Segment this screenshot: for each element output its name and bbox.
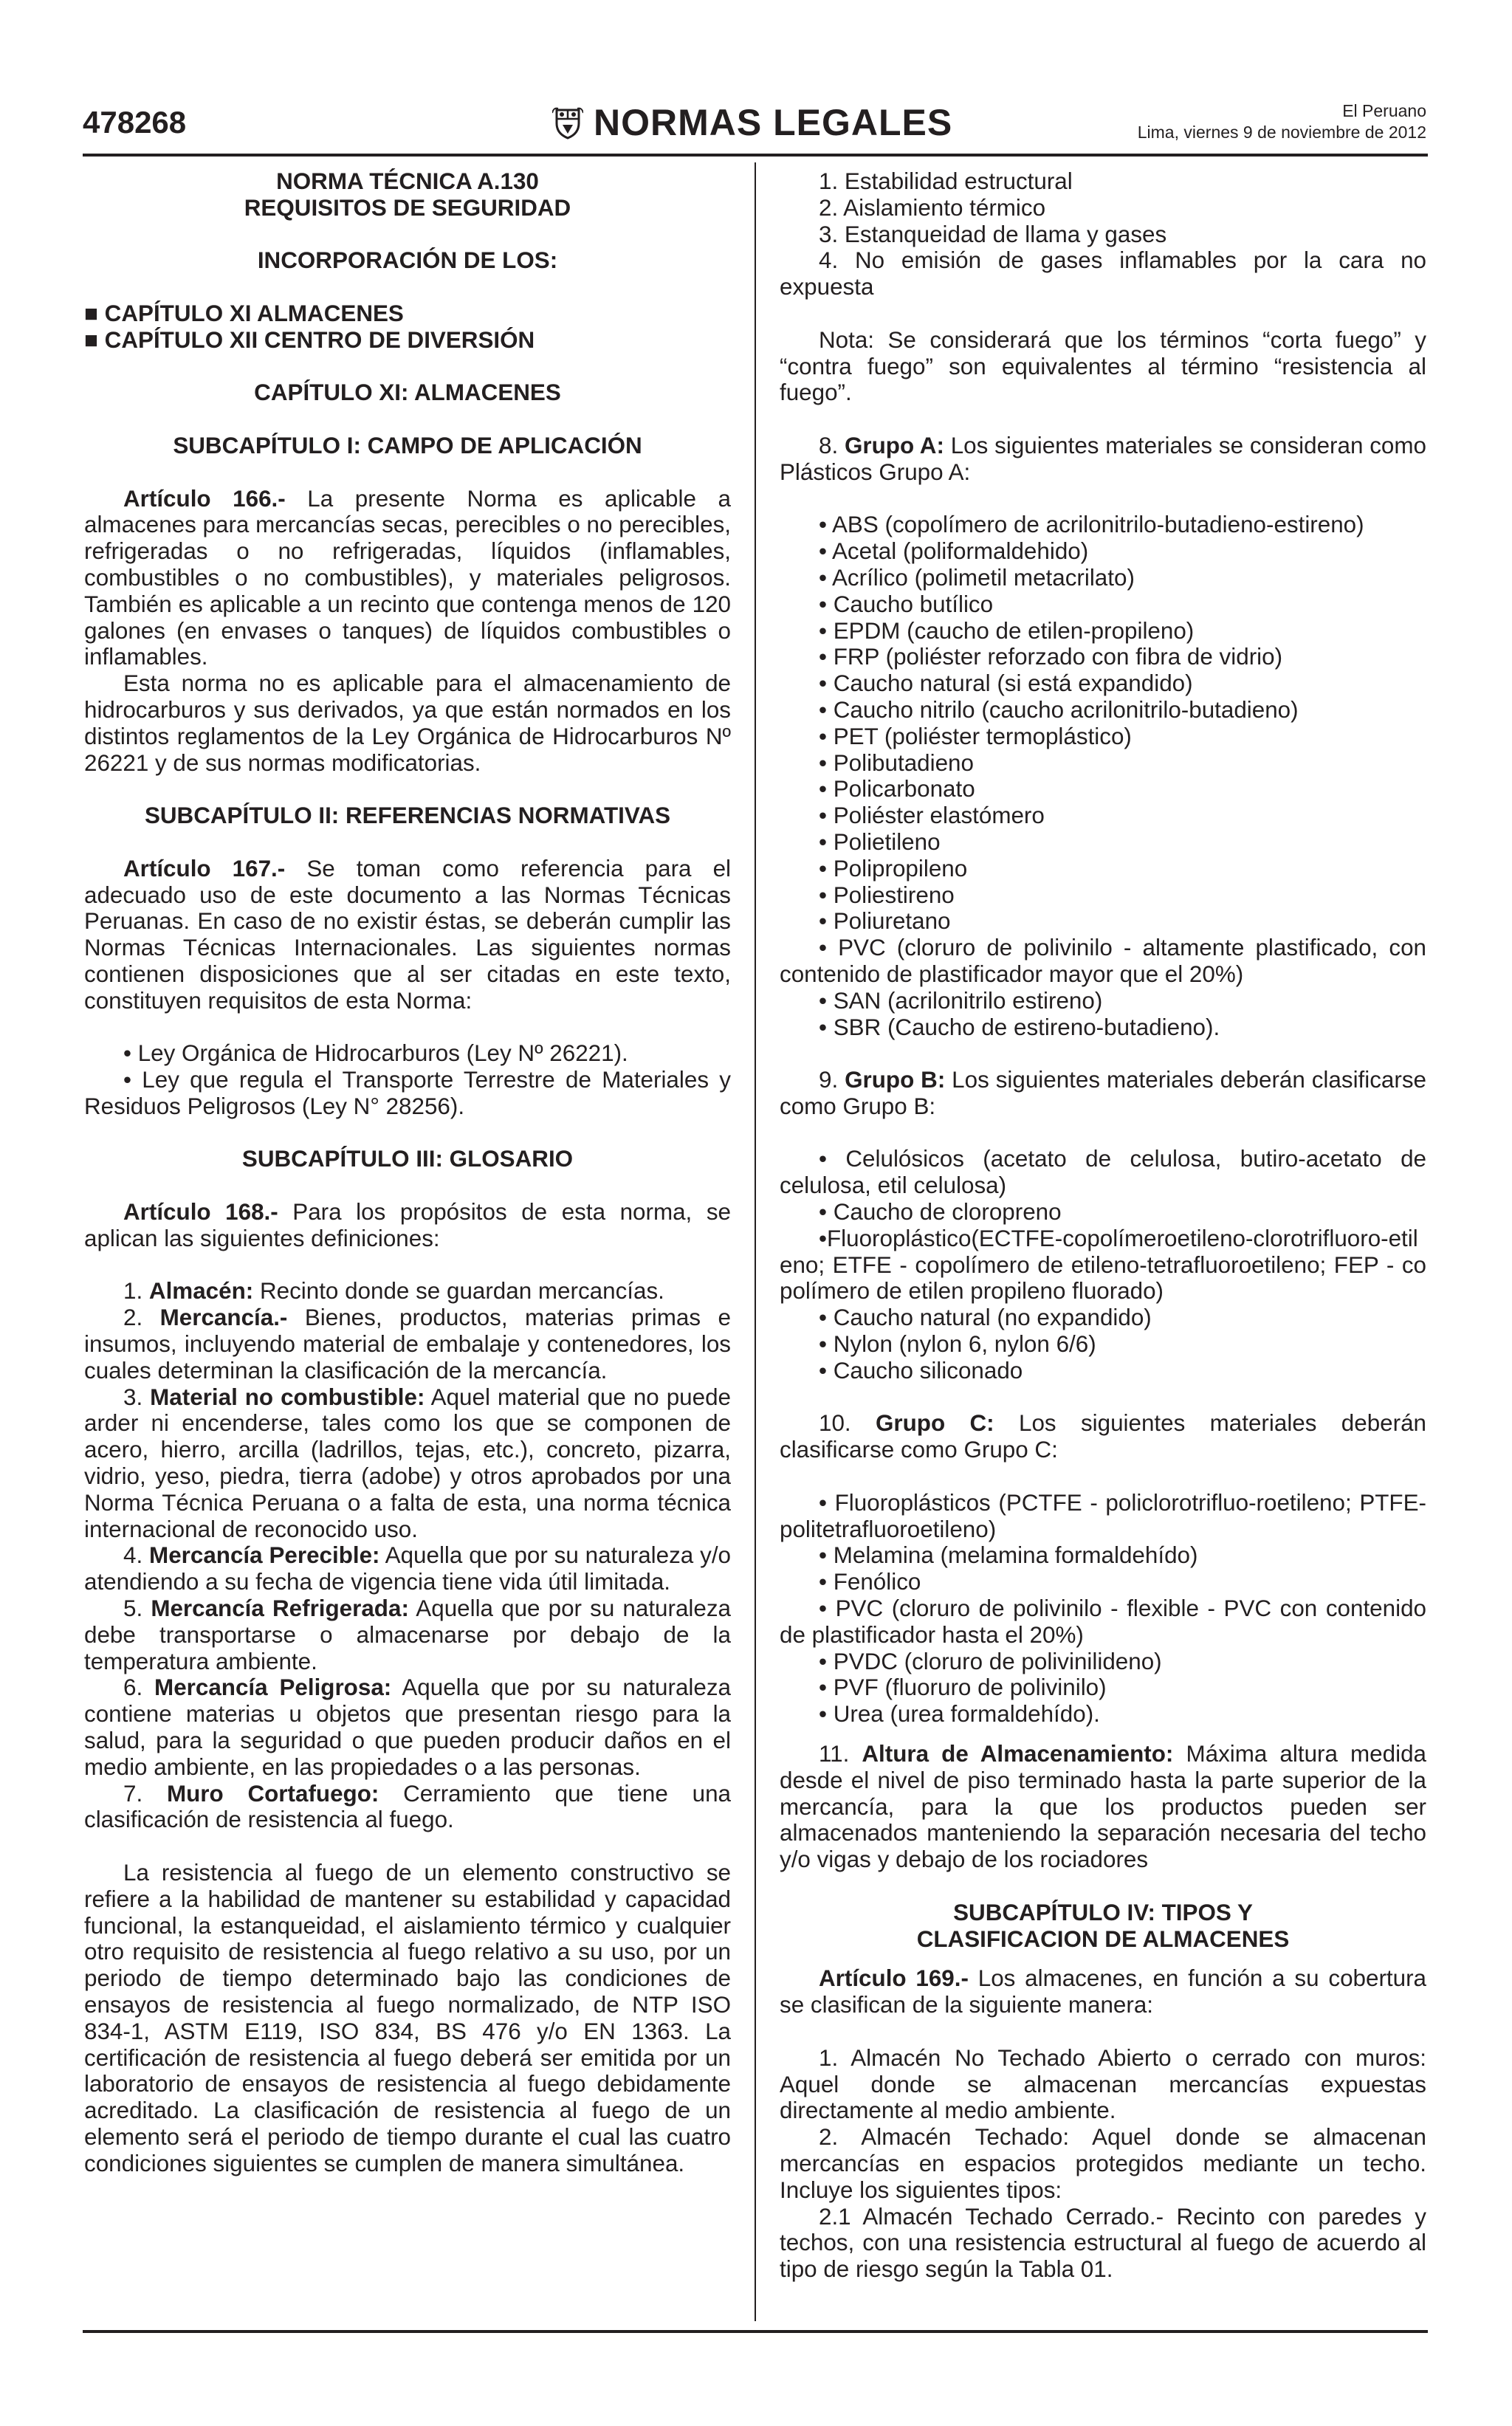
list-item: • FRP (poliéster reforzado con fibra de vidrio)	[819, 644, 1283, 670]
list-item: • SAN (acrilonitrilo estireno)	[819, 987, 1103, 1014]
warehouse-type: 1. Almacén No Techado Abierto o cerrado con muros: Aquel donde se almacenan mercancías expuestas directamente al medio ambiente.	[780, 2044, 1426, 2124]
list-item: • Poliestireno	[819, 882, 955, 908]
chapter-item: ■ CAPÍTULO XII CENTRO DE DIVERSIÓN	[84, 326, 535, 353]
list-item: • Acetal (poliformaldehido)	[819, 538, 1089, 565]
list-item: • Fluoroplásticos (PCTFE - policlorotrifluo-roetileno; PTFE- politetrafluoroetileno)	[780, 1489, 1426, 1542]
footer-rule	[83, 2330, 1428, 2333]
subchapter-heading: SUBCAPÍTULO I: CAMPO DE APLICACIÓN	[173, 432, 642, 458]
list-item: • Melamina (melamina formaldehído)	[819, 1542, 1198, 1569]
definition-item: 3. Material no combustible: Aquel material que no puede arder ni encenderse, tales como los que se componen de acero, hierro, arcilla (ladrillos, tejas, etc.), concreto, pizarra, vidrio, yeso, piedra, tierra (adobe) y otros aprobados por una Norma Técnica Peruana o a falta de esta, una norma técnica internacional de reconocido uso.	[84, 1384, 732, 1542]
fire-resistance-paragraph: La resistencia al fuego de un elemento constructivo se refiere a la habilidad de mantener su estabilidad y capacidad funcional, la estanqueidad, el aislamiento térmico y cualquier otro requisito de resistencia al fuego relativo a su uso, por un periodo de tiempo determinado bajo las condiciones de ensayos de resistencia al fuego normalizado, de NTP ISO 834-1, ASTM E119, ISO 834, BS 476 y/o EN 1363. La certificación de resistencia al fuego deberá ser emitida por un laboratorio de ensayos de resistencia al fuego debidamente acreditado. La clasificación de resistencia al fuego de un elemento será el periodo de tiempo durante el cual las cuatro condiciones siguientes se cumplen de manera simultánea.	[84, 1860, 731, 2176]
right-column	[780, 168, 1426, 2283]
condition-item: 3. Estanqueidad de llama y gases	[819, 221, 1167, 247]
group-a-list	[780, 512, 1426, 1040]
definition-item: 4. Mercancía Perecible: Aquella que por su naturaleza y/o atendiendo a su fecha de vigencia tiene vida útil limitada.	[84, 1542, 731, 1595]
condition-item: 2. Aislamiento térmico	[819, 194, 1046, 221]
subchapter-heading: SUBCAPÍTULO III: GLOSARIO	[241, 1146, 574, 1172]
list-item: • Polibutadieno	[819, 749, 974, 776]
chapter-item: ■ CAPÍTULO XI ALMACENES	[84, 300, 404, 326]
edition-info	[1138, 100, 1426, 143]
left-column	[84, 168, 731, 2177]
list-item: • Caucho de cloropreno	[819, 1199, 1062, 1226]
list-item: • Poliuretano	[819, 908, 951, 935]
list-item: • Caucho natural (no expandido)	[819, 1305, 1152, 1331]
column-divider	[755, 162, 756, 2321]
article-167: Artículo 167.- Se toman como referencia para el adecuado uso de este documento a las Normas Técnicas Peruanas. En caso de no existir éstas, se deberán cumplir las Normas Técnicas Internacionales. Las siguientes normas contienen disposiciones que al ser citadas en este texto, constituyen requisitos de esta Norma:	[84, 855, 732, 1014]
date-line: Lima, viernes 9 de noviembre de 2012	[1137, 123, 1426, 142]
definition-item: 6. Mercancía Peligrosa: Aquella que por su naturaleza contiene materias u objetos que presentan riesgo para la salud, para la seguridad o que pueden producir daños en el medio ambiente, en las propiedades o a las personas.	[84, 1674, 731, 1780]
group-b-definition: 9. Grupo B: Los siguientes materiales deberán clasificarse como Grupo B:	[780, 1067, 1426, 1119]
list-item: • Polietileno	[819, 828, 941, 855]
definition-item: 2. Mercancía.- Bienes, productos, materias primas e insumos, incluyendo material de embalaje y contenedores, los cuales determinan la clasificación de la mercancía.	[84, 1305, 731, 1384]
note-paragraph: Nota: Se considerará que los términos “corta fuego” y “contra fuego” son equivalentes al término “resistencia al fuego”.	[780, 326, 1426, 406]
reference-item: • Ley Orgánica de Hidrocarburos (Ley Nº 26221).	[123, 1040, 628, 1067]
list-item: • Caucho butílico	[819, 591, 994, 617]
newspaper-name: El Peruano	[1342, 101, 1426, 120]
list-item: • Acrílico (polimetil metacrilato)	[819, 564, 1135, 591]
definition-item: 1. Almacén: Recinto donde se guardan mercancías.	[123, 1278, 664, 1305]
condition-item: 4. No emisión de gases inflamables por la cara no expuesta	[780, 247, 1426, 300]
group-c-definition: 10. Grupo C: Los siguientes materiales deberán clasificarse como Grupo C:	[780, 1410, 1426, 1463]
group-a-definition: 8. Grupo A: Los siguientes materiales se consideran como Plásticos Grupo A:	[780, 432, 1426, 485]
list-item: • PET (poliéster termoplástico)	[819, 723, 1132, 749]
reference-item: • Ley que regula el Transporte Terrestre de Materiales y Residuos Peligrosos (Ley N° 28256).	[84, 1067, 731, 1119]
list-item: • Caucho siliconado	[819, 1357, 1023, 1384]
warehouse-type: 2. Almacén Techado: Aquel donde se almacenan mercancías en espacios protegidos mediante un techo. Incluye los siguientes tipos:	[780, 2124, 1426, 2203]
warehouse-subtype: 2.1 Almacén Techado Cerrado.- Recinto con paredes y techos, con una resistencia estructural al fuego de acuerdo al tipo de riesgo según la Tabla 01.	[780, 2203, 1426, 2283]
subchapter-heading: SUBCAPÍTULO II: REFERENCIAS NORMATIVAS	[144, 803, 671, 829]
page-header	[83, 100, 1426, 146]
list-item: • Celulósicos (acetato de celulosa, butiro-acetato de celulosa, etil celulosa)	[780, 1146, 1426, 1199]
norm-title: NORMA TÉCNICA A.130	[276, 168, 539, 194]
definition-item: 5. Mercancía Refrigerada: Aquella que por su naturaleza debe transportarse o almacenarse por debajo de la temperatura ambiente.	[84, 1595, 731, 1674]
definition-item: 7. Muro Cortafuego: Cerramiento que tiene una clasificación de resistencia al fuego.	[84, 1780, 731, 1833]
list-item: • Polipropileno	[819, 855, 968, 882]
list-item: • Urea (urea formaldehído).	[819, 1701, 1100, 1728]
list-item: • Poliéster elastómero	[819, 803, 1045, 829]
article-166: Artículo 166.- La presente Norma es aplicable a almacenes para mercancías secas, perecibles o no perecibles, refrigeradas o no refrigeradas, líquidos (inflamables, combustibles o no combustibles), y materiales peligrosos. También es aplicable a un recinto que contenga menos de 120 galones (en envases o tanques) de líquidos combustibles o inflamables.	[84, 485, 731, 670]
incorporation-heading: INCORPORACIÓN DE LOS:	[257, 247, 558, 274]
storage-height-definition: 11. Altura de Almacenamiento: Máxima altura medida desde el nivel de piso terminado hasta la parte superior de la mercancía, para la que los productos pueden ser almacenados manteniendo la separación necesaria del techo y/o vigas y debajo de los rociadores	[780, 1741, 1426, 1873]
group-b-list	[780, 1146, 1426, 1384]
list-item: • Caucho nitrilo (caucho acrilonitrilo-butadieno)	[819, 696, 1299, 723]
subchapter-heading: SUBCAPÍTULO IV: TIPOS Y	[953, 1899, 1253, 1925]
article-169: Artículo 169.- Los almacenes, en función a su cobertura se clasifican de la siguiente manera:	[780, 1965, 1426, 2018]
article-168: Artículo 168.- Para los propósitos de esta norma, se aplican las siguientes definiciones:	[84, 1199, 731, 1251]
chapter-heading: CAPÍTULO XI: ALMACENES	[254, 379, 561, 406]
list-item: •Fluoroplástico(ECTFE-copolímeroetileno-clorotrifluoro-etileno; ETFE - copolímero de etileno-tetrafluoroetileno; FEP - copolímero de etilen propileno fluorado)	[780, 1225, 1426, 1305]
list-item: • PVC (cloruro de polivinilo - flexible - PVC con contenido de plastificador hasta el 20%)	[780, 1595, 1426, 1648]
list-item: • PVDC (cloruro de polivinilideno)	[819, 1648, 1162, 1674]
header-rule	[83, 154, 1428, 157]
list-item: • PVC (cloruro de polivinilo - altamente plastificado, con contenido de plastificador mayor que el 20%)	[780, 935, 1426, 987]
list-item: • Policarbonato	[819, 776, 975, 803]
list-item: • EPDM (caucho de etilen-propileno)	[819, 617, 1195, 644]
page-number: 478268	[83, 105, 187, 140]
masthead	[552, 100, 952, 145]
list-item: • Nylon (nylon 6, nylon 6/6)	[819, 1331, 1096, 1358]
list-item: • ABS (copolímero de acrilonitrilo-butadieno-estireno)	[819, 512, 1364, 538]
article-166-paragraph: Esta norma no es aplicable para el almacenamiento de hidrocarburos y sus derivados, ya que están normados en los distintos reglamentos de la Ley Orgánica de Hidrocarburos Nº 26221 y de sus normas modificatorias.	[84, 670, 731, 776]
list-item: • SBR (Caucho de estireno-butadieno).	[819, 1014, 1220, 1040]
list-item: • PVF (fluoruro de polivinilo)	[819, 1674, 1107, 1701]
norm-subtitle: REQUISITOS DE SEGURIDAD	[244, 194, 571, 221]
list-item: • Fenólico	[819, 1569, 921, 1595]
coat-of-arms-icon	[552, 106, 583, 140]
condition-item: 1. Estabilidad estructural	[819, 168, 1073, 194]
group-c-list	[780, 1490, 1426, 1728]
masthead-title: NORMAS LEGALES	[594, 102, 953, 143]
list-item: • Caucho natural (si está expandido)	[819, 670, 1193, 697]
subchapter-heading: CLASIFICACION DE ALMACENES	[916, 1925, 1290, 1952]
